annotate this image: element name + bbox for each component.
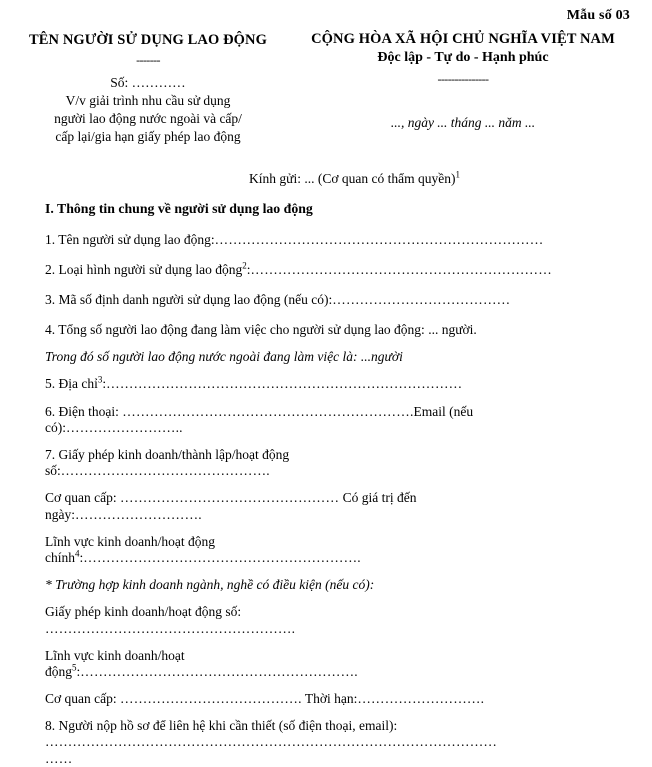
recipient-line: [45, 171, 630, 187]
field-main-business-sector-dots: …………………………………………………….: [83, 549, 361, 565]
field-total-employees: 4. Tổng số người lao động đang làm việc cho người sử dụng lao động: ... người.: [45, 322, 477, 338]
field-business-license-number-dots: ……………………………………….: [60, 463, 270, 479]
document-body: [0, 171, 652, 767]
field-contact-person-label: 8. Người nộp hồ sơ để liên hệ khi cần thiết (số điện thoại, email):: [45, 718, 398, 734]
field-employer-name-dots: ………………………………………………………………: [214, 231, 544, 247]
recipient-text: Kính gửi: ... (Cơ quan có thẩm quyền): [249, 171, 456, 187]
field-issuing-authority-dots: …………………………………………: [120, 490, 340, 506]
field-email-dots: ……………………..: [66, 419, 183, 435]
field-main-business-sector-colon: :: [79, 549, 84, 565]
field-email-continuation: có):: [45, 419, 66, 435]
field-conditional-business-sector-colon: :: [76, 663, 81, 679]
field-term-label: Thời hạn:: [301, 691, 358, 707]
field-address: [45, 365, 630, 392]
field-conditional-license-number-label: Giấy phép kinh doanh/hoạt động số:: [45, 604, 242, 620]
field-phone-email: [45, 393, 630, 436]
form-number: Mẫu số 03: [566, 8, 630, 23]
national-title: CỘNG HÒA XÃ HỘI CHỦ NGHĨA VIỆT NAM: [311, 30, 615, 47]
national-rule: ---------------: [437, 72, 489, 87]
field-conditional-business-sector-dots: …………………………………………………….: [80, 663, 358, 679]
field-conditional-business-sector-footnote-marker: 5: [72, 662, 77, 673]
field-main-business-sector-footnote-marker: 4: [75, 548, 80, 559]
conditional-business-note: * Trường hợp kinh doanh ngành, nghề có điều kiện (nếu có):: [45, 577, 375, 593]
document-number: Số: …………: [110, 74, 186, 90]
field-phone-dots: ……………………………………………………….: [122, 403, 414, 419]
field-conditional-authority-term: [45, 680, 630, 707]
field-employer-type: [45, 248, 630, 278]
field-issuing-authority: [45, 479, 630, 522]
field-employer-id: [45, 278, 630, 308]
issuing-organization-block: [12, 31, 284, 146]
field-conditional-authority-dots: ………………………………….: [120, 691, 302, 707]
field-main-business-sector-label-2: chính: [45, 549, 75, 565]
field-employer-name: [45, 218, 630, 248]
field-valid-until-label: Có giá trị đến: [339, 490, 417, 506]
field-employer-type-colon: :: [246, 261, 251, 277]
field-conditional-authority-label: Cơ quan cấp:: [45, 691, 120, 707]
section-heading-i: I. Thông tin chung về người sử dụng lao động: [45, 201, 313, 217]
national-motto: Độc lập - Tự do - Hạnh phúc: [377, 49, 549, 65]
field-term-dots: ……………………….: [357, 691, 485, 707]
field-address-footnote-marker: 3: [97, 374, 103, 385]
field-phone-label: 6. Điện thoại:: [45, 403, 123, 419]
field-contact-person-dots-1: ………………………………………………………………………………………: [45, 734, 498, 750]
field-main-business-sector: [45, 523, 630, 566]
field-conditional-license-number-dots: ……………………………………………….: [45, 620, 296, 636]
subject-line-2: người lao động nước ngoài và cấp/: [54, 110, 242, 126]
field-foreign-employees-note: Trong đó số người lao động nước ngoài đang làm việc là: ...người: [45, 349, 403, 365]
field-employer-type-label: 2. Loại hình người sử dụng lao động: [45, 261, 243, 277]
field-business-license-label: 7. Giấy phép kinh doanh/thành lập/hoạt động: [45, 447, 290, 463]
field-employer-id-dots: …………………………………: [332, 291, 511, 307]
recipient-footnote-marker: 1: [455, 169, 460, 180]
field-employer-name-label: 1. Tên người sử dụng lao động:: [45, 231, 215, 247]
field-email-label: Email (nếu: [413, 403, 474, 419]
document-masthead: [0, 25, 652, 146]
field-business-license-number-label: số:: [45, 463, 61, 479]
organization-rule: -------: [136, 52, 160, 67]
organization-name: TÊN NGƯỜI SỬ DỤNG LAO ĐỘNG: [29, 31, 267, 48]
field-conditional-license-number: [45, 593, 630, 636]
field-issuing-authority-label: Cơ quan cấp:: [45, 490, 120, 506]
field-contact-person-dots-2: ……: [45, 750, 73, 766]
field-address-dots: ……………………………………………………………………: [106, 376, 463, 392]
field-valid-until-date-label: ngày:: [45, 506, 75, 522]
field-employer-type-footnote-marker: 2: [242, 260, 247, 271]
field-conditional-business-sector: [45, 637, 630, 680]
field-conditional-business-sector-label-2: động: [45, 663, 72, 679]
field-contact-person: [45, 707, 630, 767]
field-address-colon: :: [102, 376, 107, 392]
field-main-business-sector-label: Lĩnh vực kinh doanh/hoạt động: [45, 533, 216, 549]
field-employer-id-label: 3. Mã số định danh người sử dụng lao động (nếu có):: [45, 291, 333, 307]
field-business-license: [45, 436, 630, 479]
subject-line-3: cấp lại/gia hạn giấy phép lao động: [55, 129, 241, 145]
field-address-label: 5. Địa chỉ: [45, 376, 98, 392]
field-employer-type-dots: …………………………………………………………: [250, 261, 552, 277]
national-heading-block: [284, 31, 642, 132]
field-valid-until-date-dots: ……………………….: [75, 506, 202, 522]
subject-line-1: V/v giải trình nhu cầu sử dụng: [65, 92, 231, 108]
date-line: ..., ngày ... tháng ... năm ...: [390, 115, 536, 131]
field-conditional-business-sector-label: Lĩnh vực kinh doanh/hoạt: [45, 647, 185, 663]
